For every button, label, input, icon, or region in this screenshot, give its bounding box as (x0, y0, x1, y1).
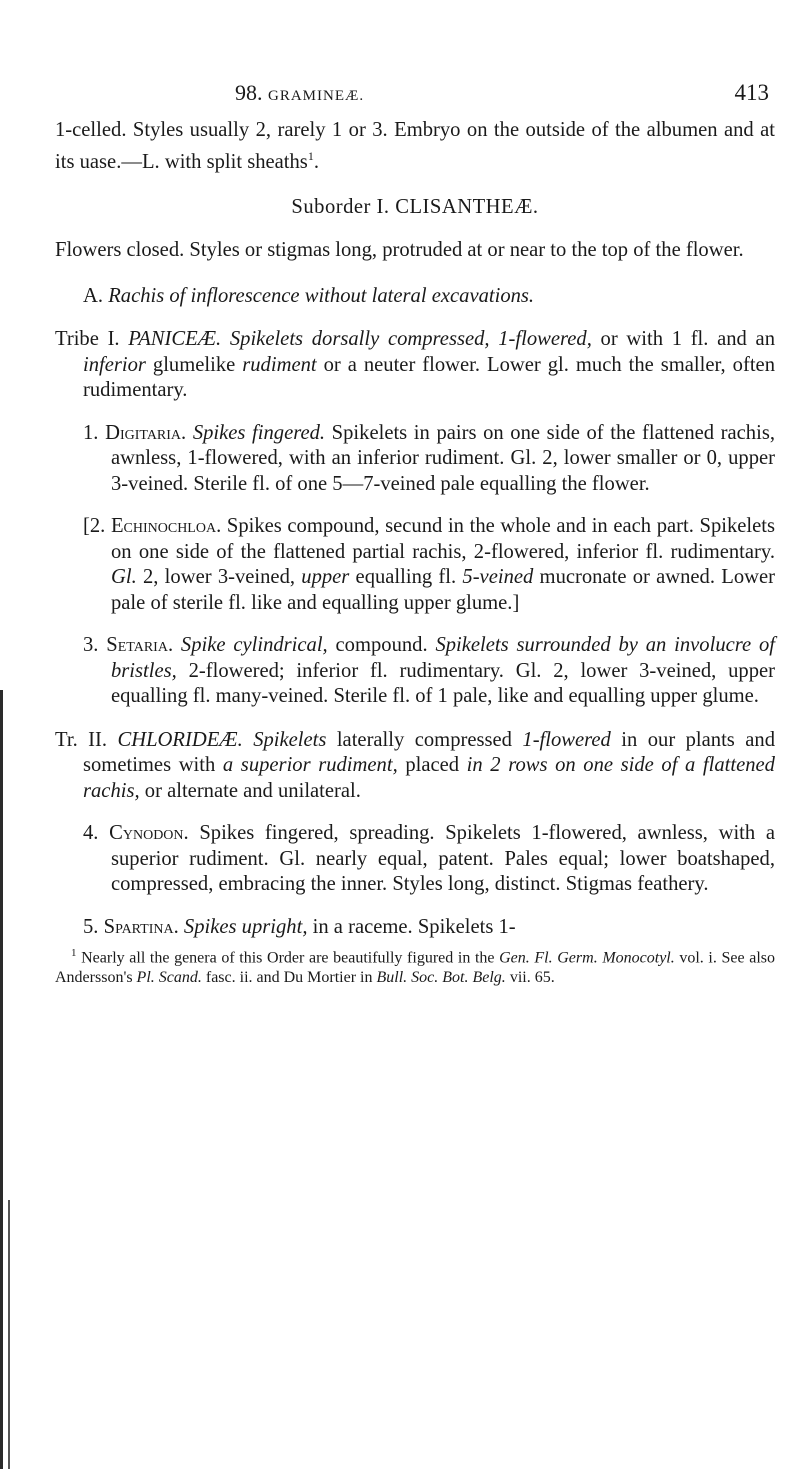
intro-paragraph (55, 118, 775, 175)
footnote-text-b: vol. i. See also Andersson's (55, 949, 775, 986)
genus-text: Spikes fingered, spreading. Spikelets 1-flowered, awnless, with a superior rudiment. Gl. nearly equal, patent. Pales equal; lower boatshaped, compressed, embracing the inner. Styles long, distinct. Stigmas feathery. (111, 822, 775, 896)
division-a-text: Rachis of inflorescence without lateral excavations. (108, 284, 535, 307)
genus-name: Cynodon. (109, 822, 189, 845)
genus-name: Echinochloa. (110, 515, 222, 538)
footnote-text-c: fasc. ii. and Du Mortier in (201, 968, 377, 986)
header-title (235, 80, 364, 110)
genus-upper: upper (301, 566, 350, 589)
intro-end: . (313, 150, 319, 173)
genus-italic: Spikes upright, (183, 915, 308, 938)
tribe-1 (55, 327, 775, 404)
header-family-name: GRAMINEÆ. (268, 88, 365, 104)
genus-text-a: Spikes compound, secund in the whole and in each part. Spikelets on one side of the flattened partial rachis, 2-flowered, inferior fl. rudimentary. (111, 515, 775, 563)
footnote-ref-b: Pl. Scand. (136, 968, 202, 986)
tribe-2-italic-a: Spikelets (253, 728, 327, 751)
genus-name: Digitaria. (105, 421, 187, 444)
genus-digitaria (83, 421, 775, 498)
intro-text: 1-celled. Styles usually 2, rarely 1 or 3. Embryo on the outside of the albumen and at its uase.—L. with split sheaths (55, 119, 775, 173)
footnote-ref: 1 (307, 148, 314, 163)
genus-spartina (83, 915, 775, 941)
tribe-2-italic-c: a superior rudiment, (222, 754, 398, 777)
tribe-1-name: PANICEÆ. (128, 328, 222, 351)
tribe-2-text-a: laterally compressed (326, 728, 523, 751)
tribe-2-name: CHLORIDEÆ. (117, 728, 243, 751)
genus-text-a: compound. (327, 634, 436, 657)
suborder-description: Flowers closed. Styles or stigmas long, protruded at or near to the top of the flower. (55, 239, 744, 262)
footnote-text-d: vii. 65. (505, 968, 555, 986)
genus-text-c: equalling fl. (349, 566, 463, 589)
page-edge-shadow (0, 690, 3, 1469)
tribe-1-inferior: inferior (83, 353, 146, 376)
genus-number: 4. (83, 822, 99, 845)
genus-name: Spartina. (103, 915, 179, 938)
tribe-1-text-a: or with 1 fl. and an (591, 328, 775, 351)
genus-text-b: 2, lower 3-veined, (136, 566, 302, 589)
genus-text-b: 2-flowered; inferior fl. rudimentary. Gl. 2, lower 3-veined, upper equalling fl. many-veined. Sterile fl. of 1 pale, like and equalling upper glume. (111, 659, 775, 708)
genus-setaria (83, 633, 775, 710)
genus-gl: Gl. (111, 566, 137, 589)
genus-cynodon (83, 821, 775, 898)
tribe-1-text-b: glumelike (145, 353, 243, 376)
tribe-2-text-b: in our plants and sometimes with (83, 728, 775, 777)
genus-italic: Spikes fingered. (192, 421, 326, 444)
genus-veined: 5-veined (462, 566, 534, 589)
tribe-1-prefix: Tribe I. (55, 328, 120, 351)
genus-number: 5. (83, 915, 99, 938)
division-a-prefix: A. (83, 284, 104, 307)
genus-number: [2. (83, 515, 106, 538)
tribe-2 (55, 728, 775, 805)
genus-echinochloa (73, 514, 775, 616)
suborder-heading: Suborder I. CLISANTHEÆ. (291, 195, 539, 218)
division-a (55, 284, 775, 310)
tribe-1-italic: Spikelets dorsally compressed, 1-flowered, (229, 328, 592, 351)
genus-number: 1. (83, 421, 99, 444)
footnote (55, 944, 775, 986)
tribe-2-italic-b: 1-flowered (522, 728, 611, 751)
footnote-mark: 1 (71, 947, 77, 960)
genus-text: Spikelets in pairs on one side of the flattened rachis, awnless, 1-flowered, with an inferior rudiment. Gl. 2, lower smaller or 0, upper 3-veined. Sterile fl. of one 5—7-veined pale equalling the flower. (111, 421, 775, 495)
tribe-1-text-c: or a neuter flower. Lower gl. much the smaller, often rudimentary. (83, 353, 775, 402)
genus-italic-b: Spikelets surrounded by an involucre of bristles, (111, 634, 775, 682)
page-edge-shadow-inner (8, 1200, 10, 1469)
header-section-number: 98. (235, 80, 263, 105)
tribe-1-rudiment: rudiment (242, 353, 317, 376)
tribe-2-italic-d: in 2 rows on one side of a flattened rachis, (83, 754, 775, 802)
genus-italic-a: Spike cylindrical, (180, 634, 328, 657)
footnote-text-a: Nearly all the genera of this Order are beautifully figured in the (76, 949, 500, 967)
running-header (55, 80, 775, 110)
footnote-ref-c: Bull. Soc. Bot. Belg. (376, 968, 506, 986)
genus-text: in a raceme. Spikelets 1- (307, 915, 516, 938)
genus-text-d: mucronate or awned. Lower pale of sterile fl. like and equalling upper glume.] (111, 566, 775, 614)
tribe-2-prefix: Tr. II. (55, 728, 108, 751)
genus-name: Setaria. (106, 634, 174, 657)
page-number: 413 (734, 80, 769, 105)
tribe-2-text-d: or alternate and unilateral. (139, 779, 361, 802)
footnote-ref-a: Gen. Fl. Germ. Monocotyl. (499, 949, 675, 967)
genus-number: 3. (83, 634, 99, 657)
tribe-2-text-c: placed (397, 754, 467, 777)
book-page (55, 80, 775, 987)
